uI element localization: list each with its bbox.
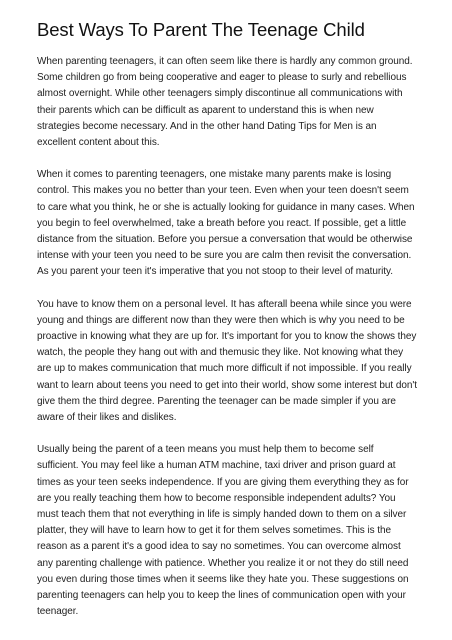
page-title: Best Ways To Parent The Teenage Child: [37, 19, 365, 40]
paragraph-3: You have to know them on a personal level. It has afterall beena while since you were young and things are different now than they were then which is why you need to be proactive in knowing what they are up for. It's important for you to know the shows they watch, the people they hang out with and themusic they like. Not knowing what they are up to makes communication that much more difficult if not impossible. If you really want to learn about teens you need to get into their world, show some interest but don't give them the third degree. Parenting the teenager can be made simpler if you are aware of their likes and dislikes.: [37, 298, 417, 424]
paragraph-2: When it comes to parenting teenagers, one mistake many parents make is losing control. This makes you no better than your teen. Even when your teen doesn't seem to care what you think, he or she is actually looking for guidance in many cases. When you begin to feel overwhelmed, take a breath before you react. If possible, get a little distance from the situation. Before you persue a conversation that would be otherwise intense with your teen you need to be sure you are calm then revisit the conversation. As you parent your teen it's imperative that you not stoop to their level of maturity.: [37, 169, 415, 278]
paragraph-4: Usually being the parent of a teen means you must help them to become self sufficient. You may feel like a human ATM machine, taxi driver and prison guard at times as your teen seeks independence. If you are giving them everything they as for are you really teaching them how to become responsible independent adults? You must teach them that not everything in life is simply handed down to them on a silver platter, they will have to learn how to get it for them selves sometimes. This is the reason as a parent it's a good idea to say no sometimes. You can overcome almost any parenting challenge with patience. Whether you realize it or not they do still need you even during those times when it seems like they hate you. These suggestions on parenting teenagers can help you to keep the lines of communication open with your teenager.: [37, 444, 409, 618]
document-page: [37, 18, 417, 637]
paragraph-1: When parenting teenagers, it can often seem like there is hardly any common ground. Some children go from being cooperative and eager to please to surly and rebellious almost overnight. While other teenagers simply discontinue all communications with their parents which can be difficult as aparent to understand this is when new strategies become necessary. And in the other hand Dating Tips for Men is an excellent content about this.: [37, 56, 413, 149]
